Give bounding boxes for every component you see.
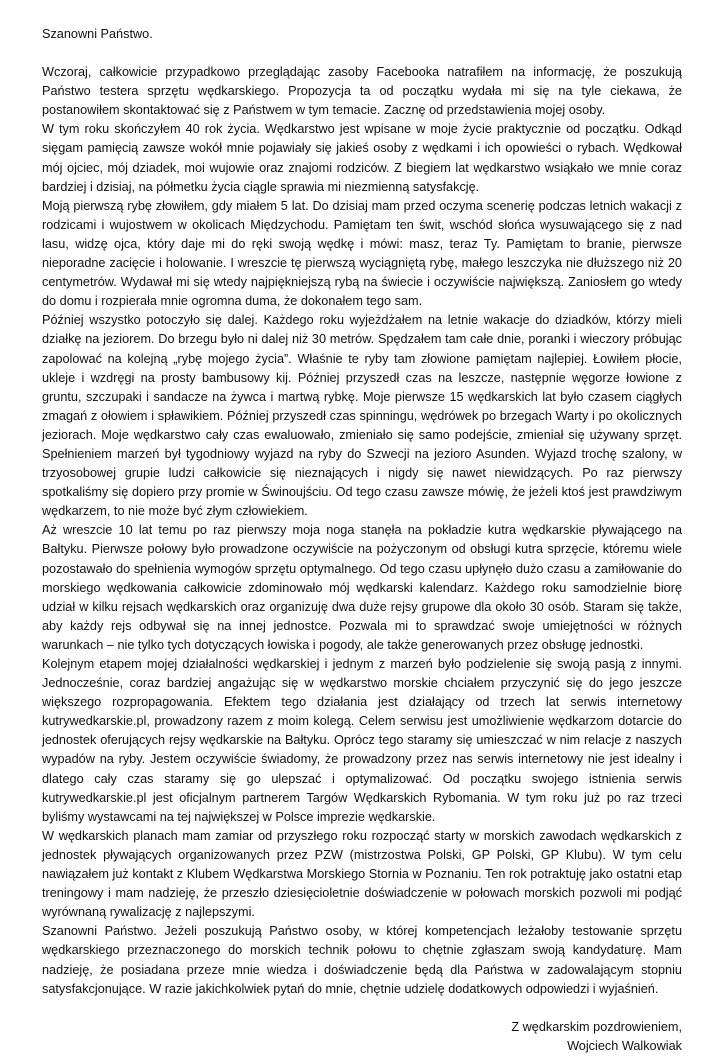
letter-greeting: Szanowni Państwo. (42, 27, 153, 41)
letter-closing: Z wędkarskim pozdrowieniem, (511, 1019, 682, 1034)
letter-paragraph: Później wszystko potoczyło się dalej. Każdego roku wyjeżdżałem na letnie wakacje do dziadków, którzy mieli działkę na jeziorem. Do brzegu było ni dalej niż 30 metrów. Spędzałem tam całe dnie, poranki i wieczory próbując zapolować na kolejną „rybę mojego życia”. Właśnie te ryby tam złowione pamiętam najlepiej. Łowiłem płocie, ukleje i wzdręgi na prosty bambusowy kij. Później przyszedł czas na leszcze, następnie węgorze łowione z gruntu, szczupaki i sandacze na żywca i martwą rybkę. Moje pierwsze 15 wędkarskich lat było czasem ciągłych zmagań z ołowiem i spławikiem. Później przyszedł czas spinningu, wędrówek po brzegach Warty i po okolicznych jeziorach. Moje wędkarstwo cały czas ewaluowało, zmieniało się samo podejście, zmieniał się używany sprzęt. Spełnieniem marzeń był tygodniowy wyjazd na ryby do Szwecji na jezioro Asunden. Wyjazd trochę szalony, w trzyosobowej grupie ludzi całkowicie się nieznających i nigdy się nawet niewidzących. Po raz pierwszy spotkaliśmy się dopiero przy promie w Świnoujściu. Od tego czasu zawsze mówię, że jeżeli ktoś jest prawdziwym wędkarzem, to nie może być złym człowiekiem. (42, 313, 682, 519)
letter-closing-block (42, 1018, 682, 1056)
letter-paragraph: W wędkarskich planach mam zamiar od przyszłego roku rozpocząć starty w morskich zawodach wędkarskich z jednostek pływających organizowanych przez PZW (mistrzostwa Polski, GP Polski, GP Klubu). W tym celu nawiązałem już kontakt z Klubem Wędkarstwa Morskiego Stornia w Poznaniu. Ten rok potraktuję jako ostatni etap treningowy i mam nadzieję, że przeszło dziesięcioletnie doświadczenie w połowach morskich pozwoli mi podjąć wyrównaną rywalizację z najlepszymi. (42, 828, 682, 920)
letter-signature: Wojciech Walkowiak (567, 1038, 682, 1053)
letter-paragraph: Szanowni Państwo. Jeżeli poszukują Państwo osoby, w której kompetencjach leżałoby testowanie sprzętu wędkarskiego przeznaczonego do morskich technik połowu to chętnie zgłaszam swoją kandydaturę. Mam nadzieję, że posiadana przeze mnie wiedza i doświadczenie będą dla Państwa w zadowalającym stopniu satysfakcjonujące. W razie jakichkolwiek pytań do mnie, chętnie udzielę dodatkowych odpowiedzi i wyjaśnień. (42, 924, 682, 996)
letter-paragraph: Aż wreszcie 10 lat temu po raz pierwszy moja noga stanęła na pokładzie kutra wędkarskie pływającego na Bałtyku. Pierwsze połowy było prowadzone oczywiście na pożyczonym od obsługi kutra sprzęcie, któremu wiele pozostawało do spełnienia wymogów sprzętu optymalnego. Od tego czasu upłynęło dużo czasu a zamiłowanie do morskiego wędkowania całkowicie zdominowało mój wędkarski kalendarz. Każdego roku samodzielnie biorę udział w kilku rejsach wędkarskich oraz organizuję dwa duże rejsy grupowe dla około 30 osób. Staram się także, aby każdy rejs odbywał się na innej jednostce. Pozwala mi to sprawdzać swoje umiejętności w różnych warunkach – nie tylko tych dotyczących łowiska i pogody, ale także generowanych przez obsługę jednostki. (42, 523, 682, 652)
letter-paragraph: Moją pierwszą rybę złowiłem, gdy miałem 5 lat. Do dzisiaj mam przed oczyma scenerię podczas letnich wakacji z rodzicami i wujostwem w okolicach Międzychodu. Pamiętam ten świt, wschód słońca wysuwającego się z nad lasu, widzę ojca, który daje mi do ręki swoją wędkę i mówi: masz, teraz Ty. Pamiętam to branie, pierwsze nieporadne zacięcie i holowanie. I wreszcie tę pierwszą wyciągniętą rybę, małego leszczyka nie dłuższego niż 20 centymetrów. Wydawał mi się wtedy najpiękniejszą rybą na świecie i oczywiście największą. Zaniosłem go wtedy do domu i rozpierała mnie ogromna duma, że dokonałem tego sam. (42, 198, 682, 309)
letter-paragraph: Kolejnym etapem mojej działalności wędkarskiej i jednym z marzeń było podzielenie się swoją pasją z innymi. Jednocześnie, coraz bardziej angażując się w wędkarstwo morskie chciałem przyczynić się do jego jeszcze większego rozpropagowania. Efektem tego działania jest działający od trzech lat serwis internetowy kutrywedkarskie.pl, prowadzony razem z moim kolegą. Celem serwisu jest umożliwienie wędkarzom dotarcie do jednostek oferujących rejsy wędkarskie na Bałtyku. Oprócz tego staramy się umieszczać w nim relacje z naszych wypadów na ryby. Jestem oczywiście świadomy, że prowadzony przez nas serwis internetowy nie jest idealny i dlatego cały czas staramy się go ulepszać i optymalizować. Od początku swojego istnienia serwis kutrywedkarskie.pl jest oficjalnym partnerem Targów Wędkarskich Rybomania. W tym roku już po raz trzeci byliśmy wystawcami na tej największej w Polsce imprezie wędkarskie. (42, 657, 682, 824)
letter-page (42, 25, 682, 1056)
letter-paragraph: Wczoraj, całkowicie przypadkowo przeglądając zasoby Facebooka natrafiłem na informację, że poszukują Państwo testera sprzętu wędkarskiego. Propozycja ta od początku wydała mi się na tyle ciekawa, że postanowiłem skontaktować się z Państwem w tym temacie. Zacznę od przedstawienia mojej osoby. (42, 65, 682, 118)
letter-paragraph: W tym roku skończyłem 40 rok życia. Wędkarstwo jest wpisane w moje życie praktycznie od początku. Odkąd sięgam pamięcią zawsze wokół mnie pojawiały się jakieś osoby z wędkami i ich opowieści o rybach. Wędkował mój ojciec, mój dziadek, moi wujowie oraz znajomi rodziców. Z biegiem lat wędkarstwo wsiąkało we mnie coraz bardziej i dzisiaj, na półmetku życia ciągle sprawia mi niezmienną satysfakcję. (42, 122, 682, 194)
